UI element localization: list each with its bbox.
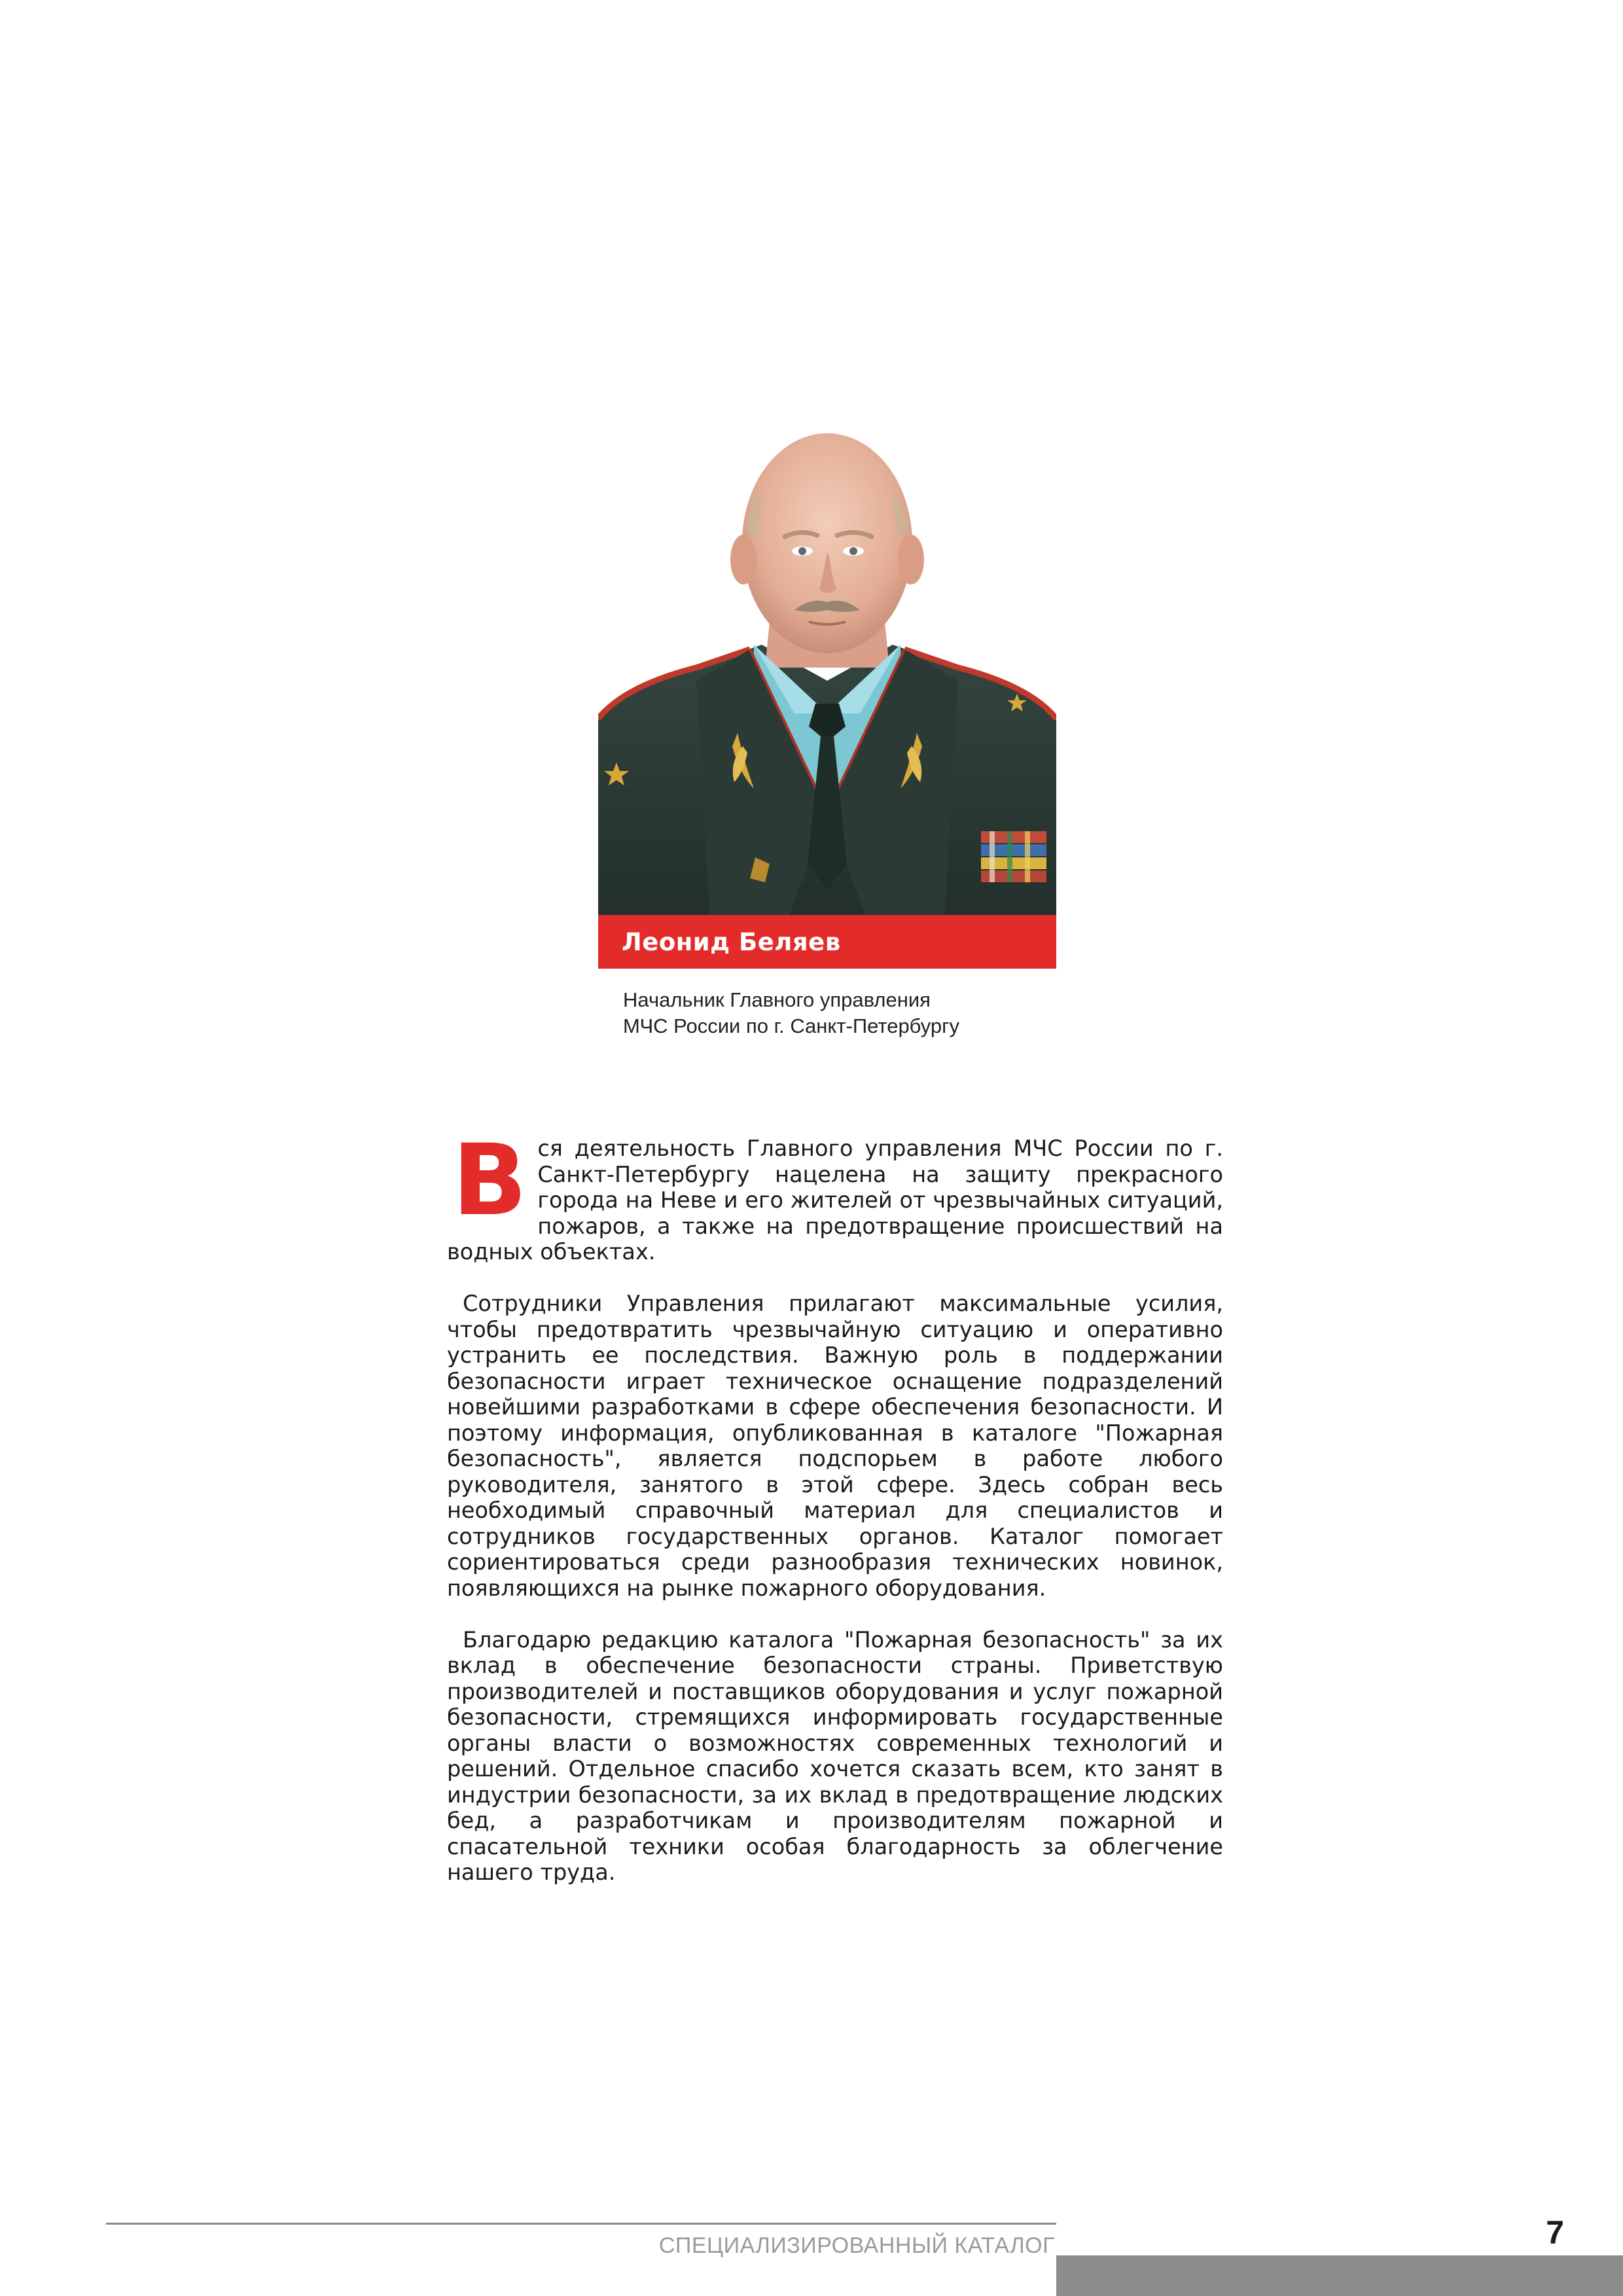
person-title-line-2: МЧС России по г. Санкт-Петербургу <box>623 1014 959 1037</box>
footer-divider <box>106 2223 1056 2225</box>
article-paragraph-2: Сотрудники Управления прилагают максимальные усилия, чтобы предотвратить чрезвычайную ситуацию и оперативно устранить ее последствия. Важную роль в поддержании безопасности играет техническое оснащение подразделений новейшими разработками в сфере обеспечения безопасности. И поэтому информация, опубликованная в каталоге "Пожарная безопасность", является подспорьем в работе любого руководителя, занятого в этой сфере. Здесь собран весь необходимый справочный материал для специалистов и сотрудников государственных органов. Каталог помогает сориентироваться среди разнообразия технических новинок, появляющихся на рынке пожарного оборудования. <box>447 1291 1223 1601</box>
article-paragraph-1 <box>447 1124 1223 1265</box>
page-number: 7 <box>1546 2214 1564 2251</box>
person-title <box>623 987 1029 1039</box>
article-paragraph-1-text: ся деятельность Главного управления МЧС России по г. Санкт-Петербургу нацелена на защиту прекрасного города на Неве и его жителей от чрезвычайных ситуаций, пожаров, а также на предотвращение происшествий на водных объектах. <box>447 1136 1223 1265</box>
catalog-label: СПЕЦИАЛИЗИРОВАННЫЙ КАТАЛОГ <box>658 2233 1055 2258</box>
article-body <box>447 1124 1223 1911</box>
footer-gray-bar <box>1056 2255 1623 2296</box>
person-title-line-1: Начальник Главного управления <box>623 988 931 1011</box>
drop-cap: В <box>452 1124 527 1238</box>
person-name: Леонид Беляев <box>622 928 841 956</box>
portrait-photo <box>598 406 1056 969</box>
article-paragraph-3: Благодарю редакцию каталога "Пожарная безопасность" за их вклад в обеспечение безопасности страны. Приветствую производителей и поставщиков оборудования и услуг пожарной безопасности, стремящихся информировать государственные органы власти о возможностях современных технологий и решений. Отдельное спасибо хочется сказать всем, кто занят в индустрии безопасности, за их вклад в предотвращение людских бед, а разработчикам и производителям пожарной и спасательной техники особая благодарность за облегчение нашего труда. <box>447 1626 1223 1885</box>
